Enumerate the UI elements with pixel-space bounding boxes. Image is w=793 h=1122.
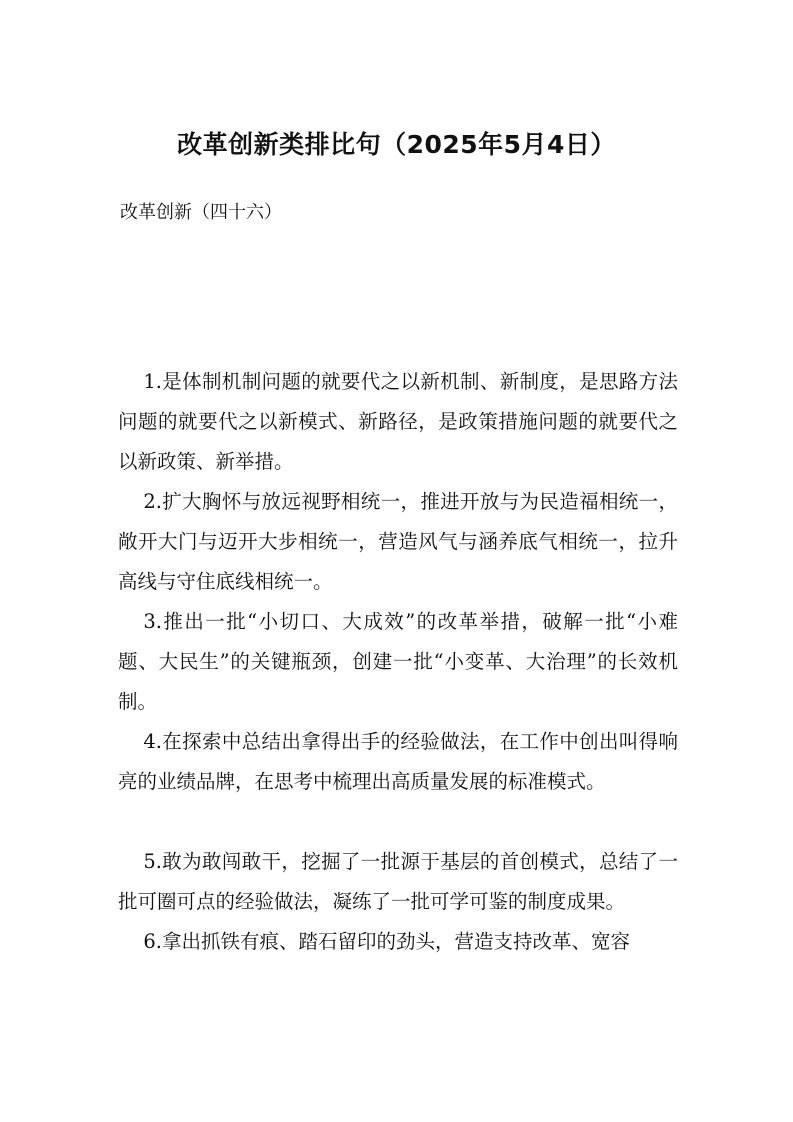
document-body — [118, 362, 678, 962]
paragraph-1: 1.是体制机制问题的就要代之以新机制、新制度，是思路方法问题的就要代之以新模式、新路径，是政策措施问题的就要代之以新政策、新举措。 — [118, 370, 678, 473]
paragraph-5: 5.敢为敢闯敢干，挖掘了一批源于基层的首创模式，总结了一批可圈可点的经验做法，凝练了一批可学可鉴的制度成果。 — [118, 850, 678, 913]
paragraph-6: 6.拿出抓铁有痕、踏石留印的劲头，营造支持改革、宽容 — [143, 930, 630, 953]
paragraph-4: 4.在探索中总结出拿得出手的经验做法，在工作中创出叫得响亮的业绩品牌，在思考中梳理出高质量发展的标准模式。 — [118, 730, 678, 793]
document-subtitle: 改革创新（四十六） — [120, 202, 282, 223]
paragraph-2: 2.扩大胸怀与放远视野相统一，推进开放与为民造福相统一，敞开大门与迈开大步相统一，营造风气与涵养底气相统一，拉升高线与守住底线相统一。 — [118, 490, 678, 593]
paragraph-3: 3.推出一批“小切口、大成效”的改革举措，破解一批“小难题、大民生”的关键瓶颈，创建一批“小变革、大治理”的长效机制。 — [118, 610, 678, 713]
paragraph-spacer — [118, 802, 678, 842]
document-title: 改革创新类排比句（2025年5月4日） — [177, 130, 616, 159]
